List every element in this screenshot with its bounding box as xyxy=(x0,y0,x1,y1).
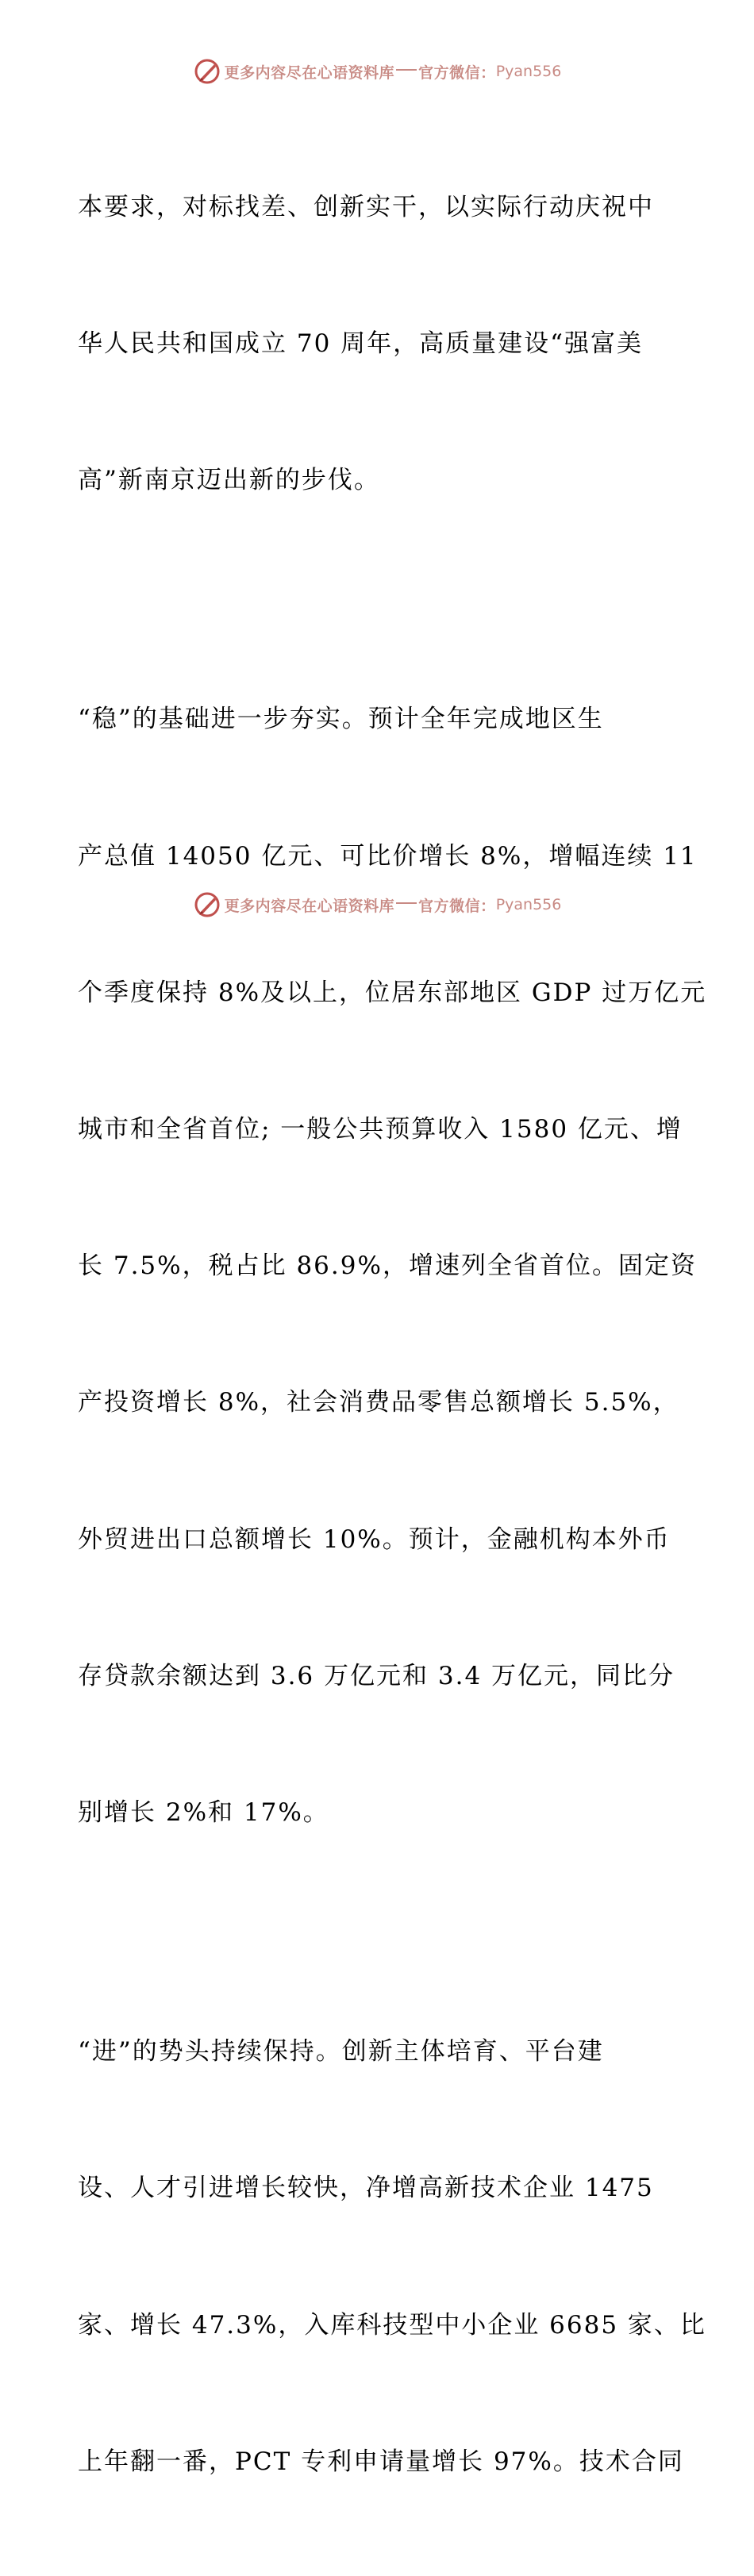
text-line: “稳”的基础进一步夯实。预计全年完成地区生 xyxy=(78,705,604,734)
text-line: “进”的势头持续保持。创新主体培育、平台建 xyxy=(78,2037,604,2067)
text-line: 本要求，对标找差、创新实干，以实际行动庆祝中 xyxy=(78,192,654,221)
text-line: 城市和全省首位; 一般公共预算收入 1580 亿元、增 xyxy=(78,1114,683,1144)
watermark-dash xyxy=(396,69,417,71)
text-line: 产投资增长 8%，社会消费品零售总额增长 5.5%， xyxy=(78,1388,679,1417)
header-watermark xyxy=(0,56,754,87)
text-line: 存贷款余额达到 3.6 万亿元和 3.4 万亿元，同比分 xyxy=(78,1661,675,1690)
watermark-contact-id: Pyan556 xyxy=(495,896,562,913)
text-line: 外贸进出口总额增长 10%。预计，金融机构本外币 xyxy=(78,1524,671,1554)
paragraph-stability xyxy=(78,606,707,1927)
text-line: 个季度保持 8%及以上，位居东部地区 GDP 过万亿元 xyxy=(78,978,707,1007)
quill-pen-logo-icon xyxy=(193,57,221,86)
footer-watermark xyxy=(0,889,754,921)
watermark-brand-text: 更多内容尽在心语资料库 xyxy=(224,897,395,915)
text-line: 家、增长 47.3%，入库科技型中小企业 6685 家、比 xyxy=(78,2310,706,2340)
quill-pen-logo-icon xyxy=(193,890,221,919)
watermark-contact-label: 官方微信： xyxy=(418,63,496,82)
watermark-contact-label: 官方微信： xyxy=(418,897,496,915)
watermark-contact-id: Pyan556 xyxy=(495,63,562,80)
text-line: 华人民共和国成立 70 周年，高质量建设“强富美 xyxy=(78,329,644,359)
document-body xyxy=(78,94,707,2576)
text-line: 设、人才引进增长较快，净增高新技术企业 1475 xyxy=(78,2174,654,2203)
paragraph-intro-tail xyxy=(78,94,681,594)
watermark-dash xyxy=(396,902,417,904)
text-line: 产总值 14050 亿元、可比价增长 8%，增幅连续 11 xyxy=(78,841,698,871)
text-line: 长 7.5%，税占比 86.9%，增速列全省首位。固定资 xyxy=(78,1251,697,1281)
text-line: 上年翻一番，PCT 专利申请量增长 97%。技术合同 xyxy=(78,2447,684,2476)
paragraph-progress xyxy=(78,1938,706,2576)
watermark-brand-text: 更多内容尽在心语资料库 xyxy=(224,63,395,82)
text-line: 高”新南京迈出新的步伐。 xyxy=(78,466,380,495)
text-line: 别增长 2%和 17%。 xyxy=(78,1798,329,1828)
